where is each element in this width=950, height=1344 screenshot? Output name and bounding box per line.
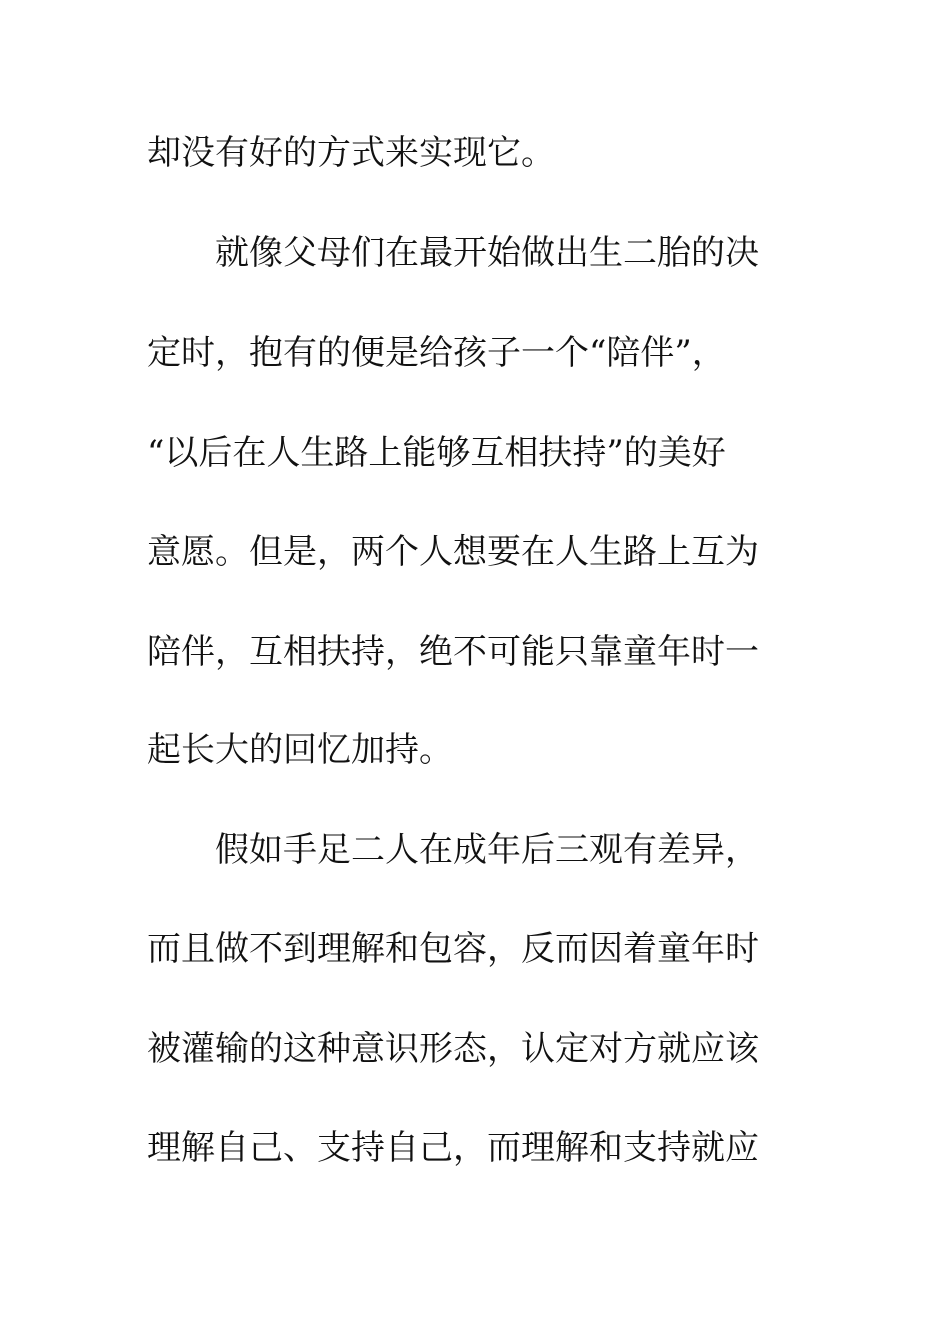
paragraph-start-line: 假如手足二人在成年后三观有差异， [215,830,759,870]
text-line: 起长大的回忆加持。 [147,730,453,770]
text-line: 而且做不到理解和包容，反而因着童年时 [147,929,759,969]
text-line: 陪伴，互相扶持，绝不可能只靠童年时一 [147,632,759,672]
text-line: 却没有好的方式来实现它。 [147,133,555,173]
text-line: 理解自己、支持自己，而理解和支持就应 [147,1128,759,1168]
text-line: 定时，抱有的便是给孩子一个“陪伴”， [147,333,726,373]
text-line: 意愿。但是，两个人想要在人生路上互为 [147,532,759,572]
paragraph-start-line: 就像父母们在最开始做出生二胎的决 [215,233,759,273]
text-line: 被灌输的这种意识形态，认定对方就应该 [147,1029,759,1069]
text-line: “以后在人生路上能够互相扶持”的美好 [147,433,726,473]
